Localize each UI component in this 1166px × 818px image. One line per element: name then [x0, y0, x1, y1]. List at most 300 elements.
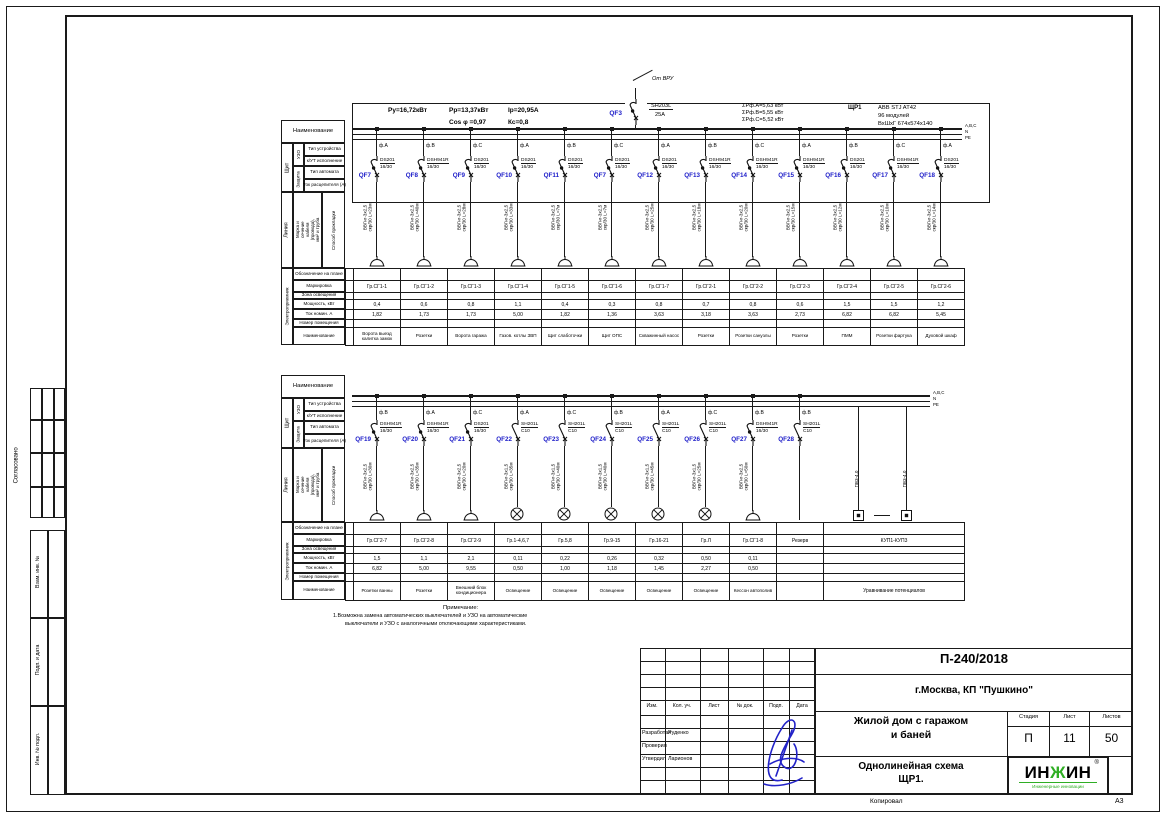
bot-branch-line-top-3	[517, 395, 518, 422]
group-cell: Гр.СГ2-3	[777, 281, 824, 293]
bot-hdr-shield-row-2-label: Тип автомата	[310, 424, 339, 430]
bottom-circuit-table-cell	[777, 523, 824, 535]
power-cell: 0,26	[589, 554, 636, 564]
bot-hdr-consumer	[281, 522, 293, 600]
bot-hdr-consumer-row-5-label: Номер помещения	[299, 573, 339, 579]
bot-cable-run-4: скр/30 L=40м	[555, 461, 561, 491]
socket-symbol	[651, 256, 667, 267]
bottom-circuit-table-cell	[683, 547, 730, 554]
bot-cable-label-1	[410, 443, 421, 509]
top-breaker-rating-5: 16/30	[615, 165, 628, 170]
approval-grid-cell	[30, 453, 42, 487]
top-branch-line-bot-3	[517, 182, 518, 257]
bottom-circuit-table-cell	[824, 523, 965, 535]
top-branch-line-top-6	[658, 128, 659, 158]
power-installed: Ру=16,72кВт	[388, 107, 428, 114]
load-name-cell: Розетки	[401, 582, 448, 601]
current-cell: 3,63	[730, 310, 777, 320]
top-circuit-table-cell	[401, 293, 448, 300]
bot-breaker-rating-0: 16/30	[380, 429, 393, 434]
bottom-circuit-table-cell	[401, 547, 448, 554]
current-cell: 1,73	[448, 310, 495, 320]
top-branch-line-top-10	[846, 128, 847, 158]
bot-branch-tick-2	[469, 394, 473, 398]
top-breaker-type-11: DSH941R	[897, 158, 919, 163]
kup-cable-label-1: ПВ3-4,0	[902, 470, 907, 488]
top-branch-tick-2	[469, 127, 473, 131]
bot-phase-label-9: ф.В	[802, 410, 811, 416]
bot-breaker-type-9: SH201L	[803, 422, 821, 427]
load-name-cell: Газов. котлы ЗВП	[495, 328, 542, 346]
load-name-cell: Освещение	[589, 582, 636, 601]
bot-phase-label-0: ф.В	[379, 410, 388, 416]
bot-breaker-rating-6: C10	[662, 429, 671, 434]
frame-strip-cell	[48, 706, 65, 795]
top-cable-label-7	[692, 184, 703, 250]
margin-label-agreed: Согласовано	[13, 447, 20, 484]
top-cable-mark-1: ВВГнг-3х2,5	[409, 204, 415, 230]
top-cable-label-0	[363, 184, 374, 250]
margin-label-1: Взам. инв. №	[35, 555, 42, 588]
power-cell: 0,11	[495, 554, 542, 564]
bot-breaker-rating-2: 16/30	[474, 429, 487, 434]
bot-breaker-rating-1: 16/30	[427, 429, 440, 434]
top-circuit-table-cell	[346, 320, 354, 328]
bot-breaker-rating-4: C10	[568, 429, 577, 434]
top-phase-label-5: ф.С	[614, 143, 624, 149]
bottom-circuit-table-cell	[683, 523, 730, 535]
power-cell: 0,50	[683, 554, 730, 564]
bot-bus-pe	[352, 406, 930, 407]
top-cable-mark-0: ВВГнг-3х2,5	[362, 204, 368, 230]
group-cell: Гр.9-15	[589, 535, 636, 547]
margin-label-2: Подп. и дата	[35, 644, 42, 676]
load-name-cell: Щит слаботочки	[542, 328, 589, 346]
power-cell: 0,32	[636, 554, 683, 564]
bot-cable-run-0: скр/30 L=30м	[367, 461, 373, 491]
top-bus-n	[352, 134, 962, 135]
bot-cable-label-7	[692, 443, 703, 509]
top-branch-line-bot-5	[611, 182, 612, 257]
logo-text-left: ИН	[1024, 762, 1051, 782]
top-circuit-table-cell	[777, 293, 824, 300]
top-cable-mark-4: ВВГнг-3х2,5	[550, 204, 556, 230]
top-qf-label-1: QF8	[405, 172, 418, 179]
current-cell: 0,50	[730, 564, 777, 574]
top-bus-pe	[352, 139, 962, 140]
bot-phase-label-2: ф.С	[473, 410, 483, 416]
bottom-circuit-table-cell	[346, 574, 354, 582]
top-circuit-table-cell	[354, 320, 401, 328]
bot-hdr-cable	[293, 448, 322, 522]
top-hdr-consumer-row-5-label: Номер помещения	[299, 319, 339, 325]
bot-hdr-uzo-label: УЗО	[296, 404, 301, 415]
bot-breaker-rating-7: C10	[709, 429, 718, 434]
bot-cable-mark-7: ВВГнг-3х1,5	[691, 463, 697, 489]
bot-cable-run-1: скр/30 L=35м	[414, 461, 420, 491]
socket-symbol	[604, 256, 620, 267]
top-cable-run-4: скр/30 L=7м	[555, 204, 561, 230]
bot-cable-label-0	[363, 443, 374, 509]
top-hdr-shield-row-1-label: к/УТ исполнение	[306, 157, 343, 163]
approval-grid-cell	[42, 487, 54, 518]
bottom-circuit-table-cell	[683, 574, 730, 582]
current-cell: 6,82	[824, 310, 871, 320]
current-design: Iр=20,95А	[508, 107, 539, 114]
power-cell: 1,5	[824, 300, 871, 310]
top-branch-line-top-1	[423, 128, 424, 158]
top-cable-mark-6: ВВГнг-3х2,5	[644, 204, 650, 230]
bottom-circuit-table-cell	[346, 582, 354, 601]
bot-qf-label-2: QF21	[449, 436, 465, 443]
top-circuit-table-cell	[495, 269, 542, 281]
bottom-circuit-table-cell	[730, 523, 777, 535]
top-breaker-rating-2: 16/30	[474, 165, 487, 170]
current-cell: 2,73	[777, 310, 824, 320]
bot-cable-label-4	[551, 443, 562, 509]
sum-phase-c: ΣРф.С=5,52 кВт	[742, 117, 784, 123]
bottom-circuit-table-cell	[730, 574, 777, 582]
bot-hdr-shield	[281, 398, 293, 448]
load-name-cell: Розетки ванны	[354, 582, 401, 601]
top-circuit-table-cell	[354, 269, 401, 281]
current-cell: 1,82	[542, 310, 589, 320]
feeder-qf-label: QF3	[609, 110, 622, 117]
top-circuit-table-cell	[824, 269, 871, 281]
approval-grid-cell	[54, 487, 65, 518]
power-cell: 0,22	[542, 554, 589, 564]
company-logo	[1008, 757, 1108, 795]
group-cell: Гр.СГ2-1	[683, 281, 730, 293]
top-hdr-line-label: Линия	[284, 222, 290, 238]
bot-qf-label-1: QF20	[402, 436, 418, 443]
top-branch-tick-3	[516, 127, 520, 131]
top-cable-run-1: скр/30 L=40м	[414, 202, 420, 232]
bot-hdr-line	[281, 448, 293, 522]
power-cell: 1,2	[918, 300, 965, 310]
top-qf-label-12: QF18	[919, 172, 935, 179]
top-phase-label-2: ф.С	[473, 143, 483, 149]
lamp-symbol	[510, 507, 524, 521]
bot-cable-label-3	[504, 443, 515, 509]
top-branch-tick-8	[751, 127, 755, 131]
cos-phi: Cos φ =0,97	[449, 119, 486, 126]
bot-hdr-consumer-row-0-label: Обозначение на плане	[295, 524, 343, 530]
top-circuit-table-cell	[683, 269, 730, 281]
bot-cable-mark-6: ВВГнг-3х1,5	[644, 463, 650, 489]
top-cable-label-3	[504, 184, 515, 250]
load-name-cell: Освещение	[683, 582, 730, 601]
top-branch-line-bot-8	[752, 182, 753, 257]
top-qf-label-0: QF7	[358, 172, 371, 179]
bot-hdr-consumer-row-5	[293, 573, 345, 581]
top-circuit-table-cell	[683, 293, 730, 300]
top-breaker-type-4: DS201	[568, 158, 583, 163]
top-hdr-consumer-row-6-label: Наименование	[303, 332, 335, 338]
top-circuit-table-cell	[448, 293, 495, 300]
sum-phase-a: ΣРф.А=5,63 кВт	[742, 103, 784, 109]
top-hdr-shield-row-3-label: Ток расцепителя (А)	[303, 182, 346, 188]
group-cell: Гр.СГ1-4	[495, 281, 542, 293]
bot-hdr-cable-label: Марка и сечение кабеля (провода), мм² и труба	[294, 473, 321, 497]
bot-bus-n	[352, 401, 930, 402]
current-cell: 0,50	[495, 564, 542, 574]
top-phase-label-9: ф.А	[802, 143, 811, 149]
tb-hline-2	[640, 687, 815, 688]
power-cell: 0,8	[730, 300, 777, 310]
current-cell: 5,00	[401, 564, 448, 574]
top-cable-mark-8: ВВГнг-3х2,5	[738, 204, 744, 230]
top-branch-line-bot-0	[376, 182, 377, 257]
bot-branch-line-top-8	[752, 395, 753, 422]
lamp-symbol	[698, 507, 712, 521]
bot-branch-line-bot-9	[799, 446, 800, 520]
bottom-circuit-table-cell	[495, 523, 542, 535]
bottom-circuit-table-cell	[495, 574, 542, 582]
top-breaker-type-2: DS201	[474, 158, 489, 163]
top-branch-tick-1	[422, 127, 426, 131]
kup-cable-label-0: ПВ3-4,0	[854, 470, 859, 488]
sheet-value: 11	[1063, 731, 1076, 745]
bot-branch-line-top-6	[658, 395, 659, 422]
bot-branch-tick-7	[704, 394, 708, 398]
socket-symbol	[933, 256, 949, 267]
bot-breaker-rating-9: C10	[803, 429, 812, 434]
socket-symbol	[745, 510, 761, 521]
load-name-cell: Щит ОПС	[589, 328, 636, 346]
top-breaker-type-6: DS201	[662, 158, 677, 163]
bot-cable-label-5	[598, 443, 609, 509]
current-cell: 1,45	[636, 564, 683, 574]
top-cable-mark-7: ВВГнг-3х2,5	[691, 204, 697, 230]
top-circuit-table-cell	[636, 293, 683, 300]
group-cell: Гр.5,8	[542, 535, 589, 547]
top-circuit-table-cell	[542, 320, 589, 328]
top-circuit-table-cell	[589, 293, 636, 300]
bot-cable-run-8: скр/30 L=50м	[743, 461, 749, 491]
socket-symbol	[416, 256, 432, 267]
bot-branch-line-bot-7	[705, 446, 706, 511]
bot-breaker-type-5: SH201L	[615, 422, 633, 427]
panel-name: ЩР1	[848, 105, 862, 111]
group-cell: Гр.СГ1-1	[354, 281, 401, 293]
top-qf-label-6: QF12	[637, 172, 653, 179]
tb-role-2: Утвердил	[642, 756, 666, 762]
top-phase-label-4: ф.В	[567, 143, 576, 149]
bot-hdr-shield-row-1-label: к/УТ исполнение	[306, 412, 343, 418]
bot-hdr-shield-row-3-label: Ток расцепителя (А)	[303, 437, 346, 443]
bot-bus-label-1: N	[933, 396, 937, 401]
bottom-circuit-table-cell	[589, 574, 636, 582]
bot-hdr-uzo	[293, 398, 304, 421]
sheet-header: Лист	[1063, 714, 1076, 720]
load-name-cell: Ворота гаража	[448, 328, 495, 346]
top-phase-label-12: ф.А	[943, 143, 952, 149]
current-cell: 5,45	[918, 310, 965, 320]
kup-name-cell: Уравнивание потенциалов	[824, 582, 965, 601]
top-hdr-consumer-row-1-label: Маркировка	[306, 282, 332, 288]
top-hdr-consumer-row-0-label: Обозначение на плане	[295, 270, 343, 276]
top-qf-label-3: QF10	[496, 172, 512, 179]
bot-breaker-type-8: DSH941R	[756, 422, 778, 427]
bot-cable-label-8	[739, 443, 750, 509]
kup-group-cell: КУП1-КУП3	[824, 535, 965, 547]
bot-breaker-type-0: DSH941R	[380, 422, 402, 427]
bottom-circuit-table	[345, 522, 965, 601]
top-branch-line-bot-7	[705, 182, 706, 257]
bot-branch-line-top-1	[423, 395, 424, 422]
top-branch-tick-10	[845, 127, 849, 131]
top-branch-line-top-2	[470, 128, 471, 158]
stage-header: Стадия	[1018, 714, 1039, 720]
top-hdr-uzo-label: УЗО	[296, 149, 301, 160]
bottom-circuit-table-cell	[636, 574, 683, 582]
socket-symbol	[792, 256, 808, 267]
top-circuit-table-cell	[918, 293, 965, 300]
lamp-symbol	[651, 507, 665, 521]
bot-cable-run-6: скр/30 L=45м	[649, 461, 655, 491]
kup-dash	[874, 515, 890, 516]
bottom-circuit-table-cell	[589, 523, 636, 535]
top-branch-tick-0	[375, 127, 379, 131]
bot-hdr-consumer-row-2-label: Зона освещения	[301, 546, 337, 552]
group-cell: Гр.СГ2-9	[448, 535, 495, 547]
bot-branch-line-top-4	[564, 395, 565, 422]
current-cell: 5,00	[495, 310, 542, 320]
load-name-cell: Розетки санузлы	[730, 328, 777, 346]
top-qf-label-10: QF16	[825, 172, 841, 179]
bot-branch-line-bot-2	[470, 446, 471, 511]
group-cell: Гр.СГ1-5	[542, 281, 589, 293]
top-circuit-table-cell	[918, 269, 965, 281]
current-cell: 6,82	[354, 564, 401, 574]
bot-hdr-name	[281, 375, 345, 398]
bot-cable-label-6	[645, 443, 656, 509]
bottom-circuit-table-cell	[824, 564, 965, 574]
bot-hdr-consumer-row-6	[293, 581, 345, 600]
bot-breaker-type-7: SH201L	[709, 422, 727, 427]
top-hdr-laying-label: Способ прокладки	[331, 210, 337, 250]
notes-item-line1: 1.Возможна замена автоматических выключателей и УЗО на автоматические	[333, 613, 528, 619]
bot-branch-tick-9	[798, 394, 802, 398]
bot-phase-label-8: ф.В	[755, 410, 764, 416]
bot-hdr-shield-row-1	[304, 411, 345, 421]
socket-symbol	[369, 510, 385, 521]
bot-cable-mark-5: ВВГнг-3х1,5	[597, 463, 603, 489]
tb-hline-st	[1008, 726, 1133, 727]
bot-hdr-consumer-row-6-label: Наименование	[303, 587, 335, 593]
top-circuit-table-cell	[448, 320, 495, 328]
bottom-circuit-table-cell	[346, 523, 354, 535]
top-branch-tick-5	[610, 127, 614, 131]
bottom-circuit-table-cell	[346, 564, 354, 574]
bottom-circuit-table-cell	[401, 574, 448, 582]
bottom-circuit-table-cell	[448, 547, 495, 554]
bot-hdr-consumer-row-4	[293, 563, 345, 573]
top-cable-run-2: скр/30 L=28м	[461, 202, 467, 232]
bottom-circuit-table-cell	[824, 554, 965, 564]
sheets-header: Листов	[1102, 714, 1121, 720]
top-breaker-rating-8: 16/30	[756, 165, 769, 170]
top-breaker-type-10: DS201	[850, 158, 865, 163]
demand-factor: Кс=0,8	[508, 119, 529, 126]
top-cable-mark-5: ВВГнг-3х2,5	[597, 204, 603, 230]
socket-symbol	[369, 256, 385, 267]
power-cell	[777, 554, 824, 564]
copied-by-label: Копировал	[870, 798, 903, 805]
top-circuit-table-cell	[346, 328, 354, 346]
socket-symbol	[463, 510, 479, 521]
bot-qf-label-6: QF25	[637, 436, 653, 443]
load-name-cell: Розетки	[401, 328, 448, 346]
kup-box-symbol	[853, 510, 864, 521]
current-cell: 1,18	[589, 564, 636, 574]
tb-hline-0	[640, 661, 815, 662]
top-circuit-table-cell	[871, 269, 918, 281]
bot-hdr-protect	[293, 421, 304, 448]
top-cable-label-11	[880, 184, 891, 250]
top-branch-line-top-5	[611, 128, 612, 158]
top-circuit-table-cell	[542, 269, 589, 281]
current-cell: 6,82	[871, 310, 918, 320]
top-breaker-type-5: DS201	[615, 158, 630, 163]
top-hdr-shield	[281, 143, 293, 192]
top-breaker-rating-12: 16/30	[944, 165, 957, 170]
power-design: Рр=13,37кВт	[449, 107, 489, 114]
top-circuit-table-cell	[777, 320, 824, 328]
bottom-circuit-table-cell	[730, 547, 777, 554]
top-circuit-table-cell	[636, 320, 683, 328]
top-cable-label-1	[410, 184, 421, 250]
top-hdr-consumer-row-1	[293, 280, 345, 292]
top-circuit-table-cell	[346, 281, 354, 293]
top-cable-mark-12: ВВГнг-3х2,5	[926, 204, 932, 230]
bot-cable-mark-0: ВВГнг-3х2,5	[362, 463, 368, 489]
panel-dimensions: ВхШхГ 674х574х140	[878, 121, 933, 127]
top-cable-run-3: скр/30 L=33м	[508, 202, 514, 232]
bot-cable-label-2	[457, 443, 468, 509]
current-cell: 9,55	[448, 564, 495, 574]
top-phase-label-1: ф.В	[426, 143, 435, 149]
tb-vline-1	[700, 648, 701, 795]
top-branch-line-top-12	[940, 128, 941, 158]
bot-cable-mark-2: ВВГнг-3х2,5	[456, 463, 462, 489]
group-cell: Гр.СГ1-8	[730, 535, 777, 547]
top-circuit-table-cell	[918, 320, 965, 328]
top-branch-line-top-8	[752, 128, 753, 158]
bot-cable-mark-4: ВВГнг-3х1,5	[550, 463, 556, 489]
panel-model: ABB STJ AT42	[878, 105, 917, 111]
top-branch-line-top-7	[705, 128, 706, 158]
bottom-circuit-table-cell	[495, 547, 542, 554]
top-branch-tick-6	[657, 127, 661, 131]
bottom-circuit-table-cell	[354, 547, 401, 554]
top-branch-tick-4	[563, 127, 567, 131]
bot-branch-line-bot-3	[517, 446, 518, 511]
socket-symbol	[510, 256, 526, 267]
tb-col-header-5: Дата	[796, 703, 808, 709]
bot-cable-run-7: скр/30 L=25м	[696, 461, 702, 491]
group-cell: Гр.СГ1-6	[589, 281, 636, 293]
bot-hdr-protect-label: Защита	[296, 426, 302, 443]
top-branch-tick-12	[939, 127, 943, 131]
bot-branch-line-bot-4	[564, 446, 565, 511]
stage-value: П	[1024, 731, 1033, 745]
power-cell: 0,11	[730, 554, 777, 564]
top-circuit-table-cell	[448, 269, 495, 281]
top-qf-label-5: QF7	[593, 172, 606, 179]
top-cable-run-7: скр/30 L=18м	[696, 202, 702, 232]
